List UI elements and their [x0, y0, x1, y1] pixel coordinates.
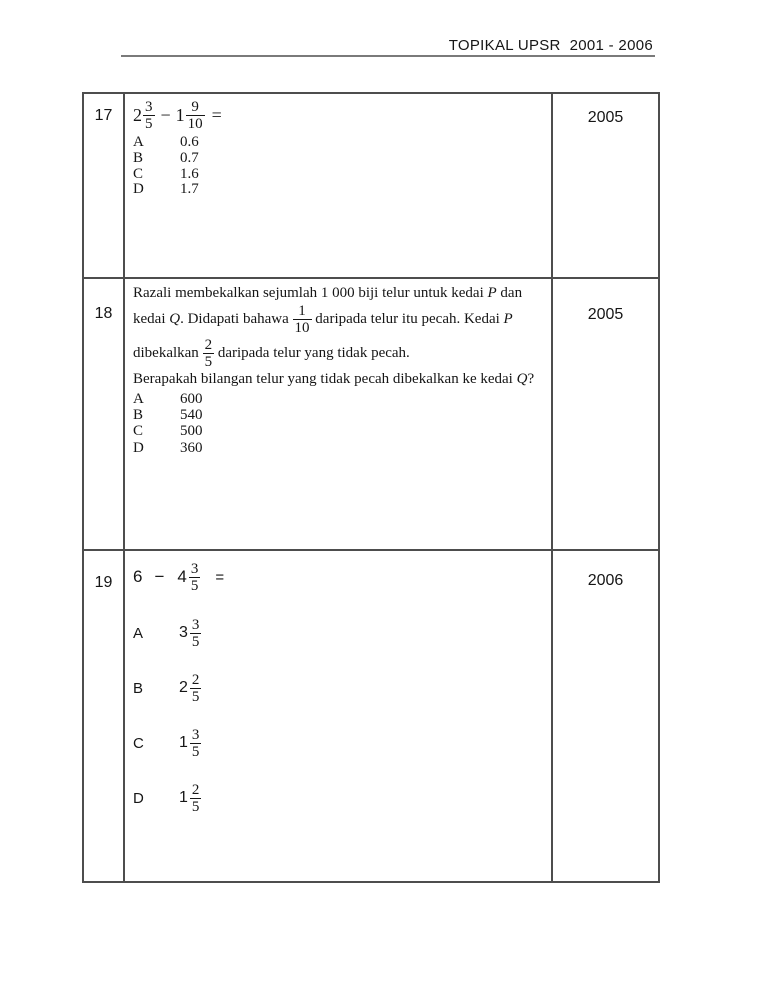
fraction-denominator: 5: [204, 354, 213, 370]
header-rule: [121, 55, 655, 57]
body-text: dibekalkan: [133, 344, 203, 361]
fraction-numerator: 3: [190, 560, 199, 577]
fraction-numerator: 2: [191, 671, 200, 688]
body-text: ?: [527, 371, 535, 387]
question-19-equation: [133, 557, 545, 597]
question-17-year: 2005: [553, 94, 658, 279]
option-row: [133, 668, 545, 708]
body-text: daripada telur itu pecah. Kedai: [311, 310, 504, 327]
equation-whole-2: 1: [175, 104, 185, 125]
fraction-denominator: 10: [187, 115, 203, 132]
body-text: Berapakah bilangan telur yang tidak pecah dibekalkan ke kedai: [133, 371, 517, 387]
fraction: [190, 727, 202, 760]
option-value: 0.6: [180, 134, 199, 150]
fraction-denominator: 5: [191, 798, 200, 815]
fraction: [189, 561, 201, 594]
question-18-number: 18: [84, 279, 125, 551]
option-row: [133, 723, 545, 763]
option-whole-number: 1: [179, 789, 188, 806]
fraction: [293, 303, 312, 336]
fraction-denominator: 10: [294, 320, 310, 336]
variable-p: P: [487, 285, 497, 301]
question-19-options: [133, 613, 545, 818]
option-label: A: [133, 391, 144, 407]
option-label: A: [133, 624, 144, 642]
option-label: B: [133, 149, 144, 166]
body-line: [133, 371, 545, 388]
option-whole-number: 1: [179, 734, 188, 751]
body-line: [133, 303, 545, 336]
body-text: kedai: [133, 310, 170, 327]
option-label: D: [133, 789, 144, 807]
fraction-numerator: 2: [191, 781, 200, 798]
fraction-denominator: 5: [145, 115, 153, 132]
fraction: [143, 99, 155, 132]
option-row: [133, 391, 545, 407]
fraction: [186, 99, 205, 132]
option-value: 540: [180, 407, 203, 424]
option-row: [133, 135, 545, 151]
equals-sign: =: [211, 104, 222, 125]
body-line: [133, 337, 545, 370]
question-17-options: [133, 135, 545, 198]
fraction-numerator: 1: [298, 303, 306, 319]
fraction: [190, 672, 202, 705]
fraction-numerator: 3: [191, 616, 200, 633]
option-value: 0.7: [180, 149, 199, 166]
variable-q: Q: [169, 310, 181, 327]
question-19-year: 2006: [587, 572, 624, 589]
body-text: dan: [496, 285, 523, 301]
minus-operator: −: [154, 567, 165, 586]
question-17-number: 17: [84, 94, 125, 279]
equals-sign: =: [215, 568, 225, 586]
fraction-numerator: 3: [145, 98, 153, 115]
question-19-body: [125, 551, 553, 881]
question-19-number: 19: [84, 551, 125, 881]
option-label: C: [133, 734, 144, 752]
option-row: [133, 423, 545, 439]
equation-whole-2: 4: [177, 567, 187, 586]
option-whole-number: 2: [179, 679, 188, 696]
variable-p: P: [503, 310, 513, 327]
body-text: daripada telur yang tidak pecah.: [214, 344, 410, 361]
question-17-equation: [133, 96, 545, 134]
fraction-denominator: 5: [190, 577, 199, 594]
option-whole-number: 3: [179, 624, 188, 641]
page-header-title: TOPIKAL UPSR 2001 - 2006: [448, 37, 653, 54]
option-label: A: [133, 134, 144, 150]
option-value: 360: [180, 439, 203, 456]
option-label: B: [133, 407, 144, 424]
option-value: 1.6: [180, 165, 199, 182]
body-text: Razali membekalkan sejumlah 1 000 biji telur untuk kedai: [133, 285, 488, 301]
fraction: [203, 337, 215, 370]
option-row: [133, 407, 545, 423]
fraction-denominator: 5: [191, 688, 200, 705]
option-row: [133, 167, 545, 183]
option-label: C: [133, 165, 144, 182]
option-label: C: [133, 423, 144, 440]
question-18-body: [125, 279, 553, 551]
option-row: [133, 151, 545, 167]
question-18-year: 2005: [553, 279, 658, 551]
fraction-numerator: 9: [191, 98, 199, 115]
option-row: [133, 778, 545, 818]
question-18-options: [133, 391, 545, 456]
option-value: 600: [180, 391, 203, 407]
fraction-denominator: 5: [191, 633, 200, 650]
fraction-numerator: 2: [204, 337, 213, 353]
option-label: B: [133, 679, 144, 697]
equation-whole-1: 6: [133, 567, 143, 586]
option-value: 500: [180, 423, 203, 440]
minus-operator: −: [160, 104, 171, 125]
question-18-text: [133, 285, 545, 388]
fraction: [190, 617, 202, 650]
option-row: [133, 613, 545, 653]
fraction-numerator: 3: [191, 726, 200, 743]
option-row: [133, 182, 545, 198]
option-label: D: [133, 181, 144, 198]
body-text: . Didapati bahawa: [180, 310, 293, 327]
fraction-denominator: 5: [191, 743, 200, 760]
body-line: [133, 285, 545, 302]
variable-q: Q: [516, 371, 528, 387]
fraction: [190, 782, 202, 815]
equation-whole-1: 2: [133, 104, 142, 125]
question-17-body: [125, 94, 553, 279]
option-value: 1.7: [180, 181, 199, 198]
option-label: D: [133, 439, 144, 456]
question-table: [82, 92, 660, 883]
option-row: [133, 440, 545, 456]
